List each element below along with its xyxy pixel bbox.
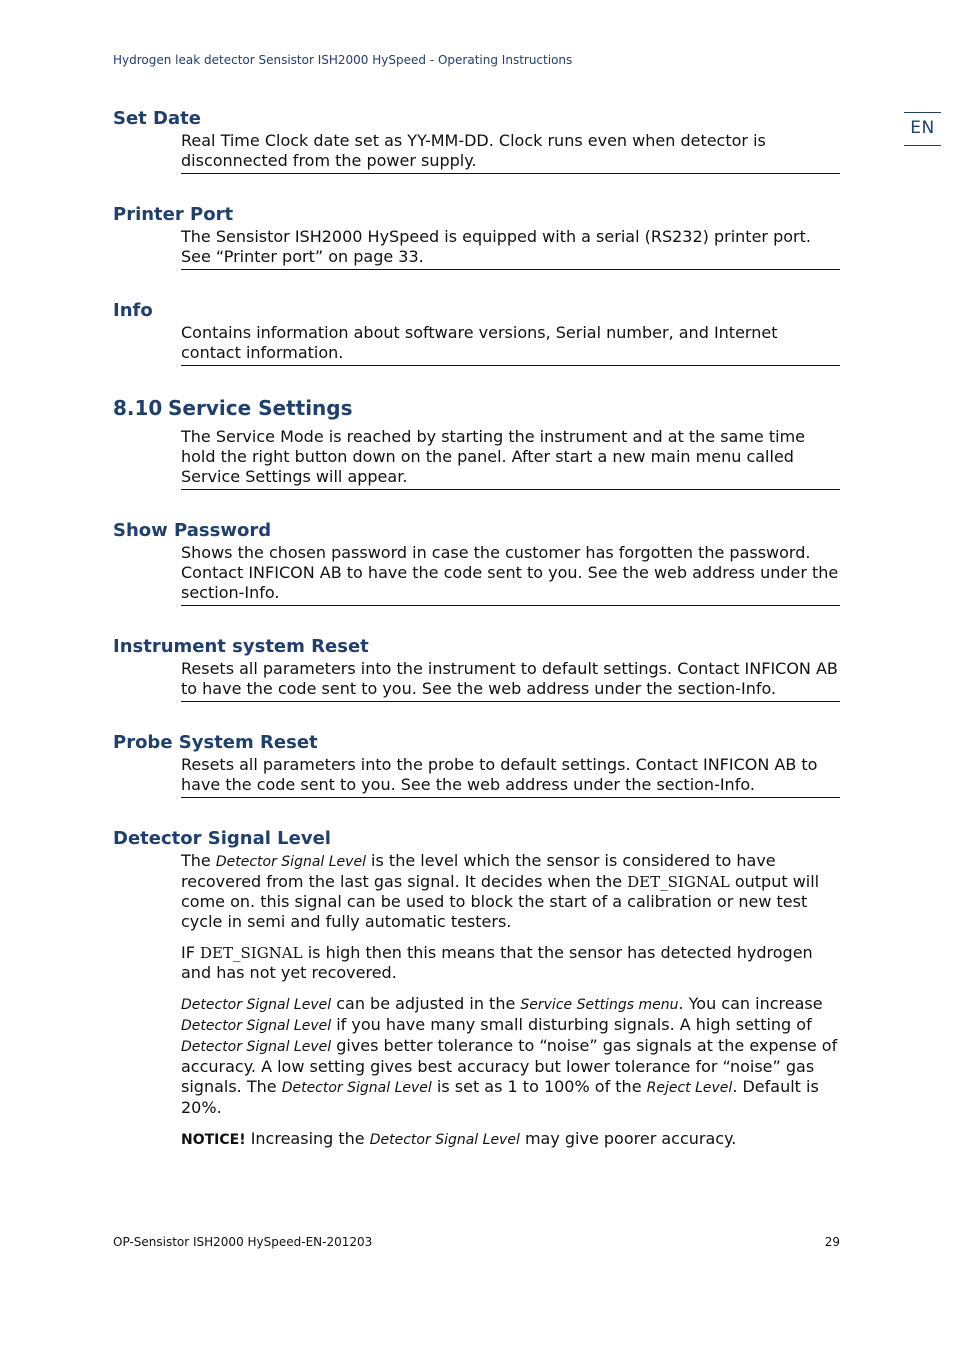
section-heading: Set Date bbox=[113, 108, 201, 129]
section-heading: Detector Signal Level bbox=[113, 828, 331, 849]
emphasis: Detector Signal Level bbox=[369, 1132, 520, 1148]
emphasis: Detector Signal Level bbox=[181, 1039, 332, 1055]
section-heading: Show Password bbox=[113, 520, 272, 541]
section-text: Resets all parameters into the probe to default settings. Contact INFICON AB to have the code sent to you. See the web address under the section-Info. bbox=[181, 755, 818, 794]
section-instrument-reset bbox=[113, 635, 840, 702]
text-run: if you have many small disturbing signals. A high setting of bbox=[331, 1015, 812, 1034]
divider bbox=[181, 365, 840, 366]
footer-doc-id: OP-Sensistor ISH2000 HySpeed-EN-201203 bbox=[113, 1235, 373, 1249]
section-text: Real Time Clock date set as YY-MM-DD. Clock runs even when detector is disconnected from the power supply. bbox=[181, 131, 766, 170]
paragraph bbox=[181, 851, 840, 932]
signal-name: DET_SIGNAL bbox=[627, 873, 730, 891]
text-run: is the level which the sensor is considered to have recovered from the last gas signal. It decides when the bbox=[181, 851, 776, 891]
section-text: Shows the chosen password in case the customer has forgotten the password. Contact INFICON AB to have the code sent to you. See the web address under the section-Info. bbox=[181, 543, 839, 602]
section-detector-signal-level bbox=[113, 827, 840, 1150]
section-heading: Printer Port bbox=[113, 204, 234, 225]
text-run: is high then this means that the sensor has detected hydrogen and has not yet recovered. bbox=[181, 943, 813, 982]
section-heading: Instrument system Reset bbox=[113, 636, 369, 657]
text-run: . You can increase bbox=[678, 994, 823, 1013]
emphasis: Detector Signal Level bbox=[281, 1080, 432, 1096]
section-heading: Probe System Reset bbox=[113, 732, 318, 753]
divider bbox=[181, 605, 840, 606]
section-text: Resets all parameters into the instrument to default settings. Contact INFICON AB to have the code sent to you. See the web address under the section-Info. bbox=[181, 659, 838, 698]
text-run: output will come on. this signal can be used to block the start of a calibration or new test cycle in semi and fully automatic testers. bbox=[181, 872, 820, 931]
paragraph bbox=[181, 943, 840, 983]
section-set-date bbox=[113, 107, 840, 174]
text-run: Increasing the bbox=[245, 1129, 370, 1148]
section-info bbox=[113, 299, 840, 366]
section-printer-port bbox=[113, 203, 840, 270]
page-content bbox=[113, 107, 840, 1161]
chapter-heading bbox=[113, 395, 840, 421]
section-text: The Sensistor ISH2000 HySpeed is equipped with a serial (RS232) printer port. See “Printer port” on page 33. bbox=[181, 227, 811, 266]
emphasis: Detector Signal Level bbox=[181, 997, 332, 1013]
notice-paragraph bbox=[181, 1129, 840, 1150]
text-run: can be adjusted in the bbox=[331, 994, 521, 1013]
section-show-password bbox=[113, 519, 840, 606]
divider bbox=[181, 269, 840, 270]
header-title: Hydrogen leak detector Sensistor ISH2000 HySpeed bbox=[113, 53, 427, 67]
section-heading: Info bbox=[113, 300, 153, 321]
divider bbox=[181, 701, 840, 702]
section-service-settings bbox=[113, 395, 840, 490]
section-probe-reset bbox=[113, 731, 840, 798]
section-text: Contains information about software versions, Serial number, and Internet contact information. bbox=[181, 323, 778, 362]
chapter-number: 8.10 bbox=[113, 396, 163, 420]
divider bbox=[181, 173, 840, 174]
emphasis: Service Settings menu bbox=[520, 997, 679, 1013]
chapter-title: Service Settings bbox=[168, 396, 353, 420]
divider bbox=[181, 797, 840, 798]
divider bbox=[181, 489, 840, 490]
paragraph bbox=[181, 994, 840, 1118]
text-run: IF bbox=[181, 943, 201, 962]
running-header bbox=[113, 53, 572, 67]
header-subtitle: Operating Instructions bbox=[437, 53, 573, 67]
page-number: 29 bbox=[824, 1235, 840, 1249]
header-separator: - bbox=[426, 53, 438, 67]
text-run: gives better tolerance to “noise” gas signals at the expense of accuracy. A low setting gives best accuracy but lower tolerance for “noise” gas signals. The bbox=[181, 1036, 838, 1096]
emphasis: Reject Level bbox=[646, 1080, 733, 1096]
emphasis: Detector Signal Level bbox=[181, 1018, 332, 1034]
signal-name: DET_SIGNAL bbox=[200, 944, 303, 962]
text-run: . Default is 20%. bbox=[181, 1077, 819, 1117]
language-tab[interactable]: EN bbox=[904, 112, 941, 146]
text-run: is set as 1 to 100% of the bbox=[431, 1077, 647, 1096]
text-run: may give poorer accuracy. bbox=[519, 1129, 737, 1148]
notice-label: NOTICE! bbox=[181, 1132, 246, 1148]
emphasis: Detector Signal Level bbox=[215, 854, 366, 870]
section-text: The Service Mode is reached by starting the instrument and at the same time hold the right button down on the panel. After start a new main menu called Service Settings will appear. bbox=[181, 427, 805, 486]
text-run: The bbox=[181, 851, 216, 870]
